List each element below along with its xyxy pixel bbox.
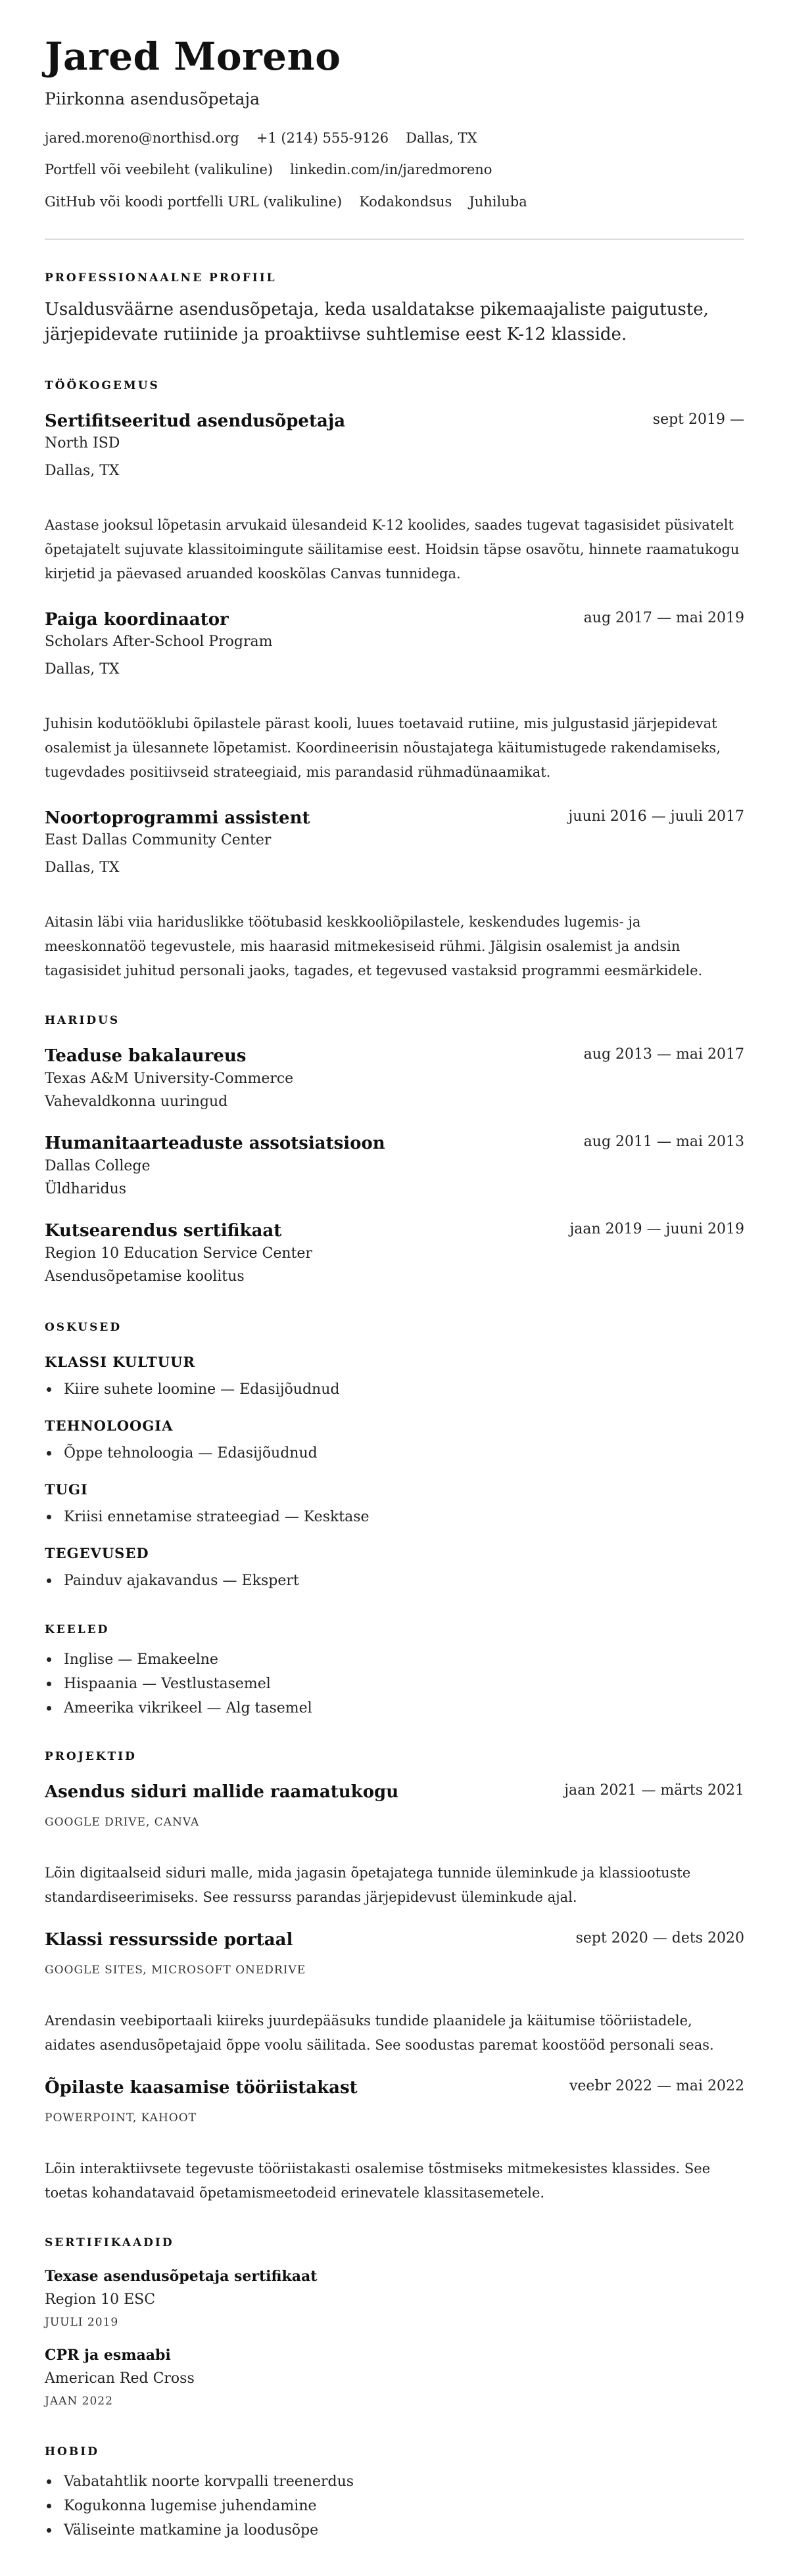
project-dates: sept 2020 — dets 2020 (575, 1930, 744, 1946)
project-tools: POWERPOINT, KAHOOT (45, 2111, 197, 2125)
skill-item: Painduv ajakavandus — Ekspert (64, 1569, 299, 1593)
experience-title: Paiga koordinaator (45, 610, 229, 630)
contact-citizenship: Kodakondsus (359, 194, 452, 210)
experience-description: Aastase jooksul lõpetasin arvukaid ülesandeid K-12 koolides, saades tugevat tagasisidet püsivatelt õpetajatelt sujuvate klassitoimingute säilitamise eest. Hoidsin täpse osavõtu, hinnete raamatukogu kirjetid ja päevased aruanded kooskõlas Canvas tunnidega. (45, 517, 740, 582)
education-field: Asendusõpetamise koolitus (45, 1268, 245, 1285)
project-dates: veebr 2022 — mai 2022 (569, 2078, 744, 2094)
certificate-title: CPR ja esmaabi (45, 2347, 171, 2364)
skill-group-title: TUGI (45, 1481, 88, 1498)
contact-github[interactable]: GitHub või koodi portfelli URL (valikuline) (45, 194, 343, 210)
certificate-date: JUULI 2019 (45, 2316, 119, 2329)
experience-location: Dallas, TX (45, 661, 120, 678)
contact-phone[interactable]: +1 (214) 555-9126 (256, 130, 389, 146)
skill-list (45, 1505, 370, 1529)
project-title: Klassi ressursside portaal (45, 1930, 293, 1950)
certificate-issuer: Region 10 ESC (45, 2291, 156, 2308)
skill-list (45, 1569, 299, 1593)
experience-org: Scholars After-School Program (45, 633, 273, 650)
hobby-item: Väliseinte matkamine ja loodusõpe (64, 2518, 354, 2542)
experience-dates: sept 2019 — (652, 411, 744, 428)
contact-email[interactable]: jared.moreno@northisd.org (45, 130, 239, 146)
contact-row-2 (45, 162, 509, 177)
skills-heading: OSKUSED (45, 1321, 122, 1334)
project-description: Lõin digitaalseid siduri malle, mida jagasin õpetajatega tunnide üleminkude ja klassiootuste standardiseerimiseks. See ressurss parandas järjepidevust üleminkude ajal. (45, 1865, 691, 1905)
education-heading: HARIDUS (45, 1014, 120, 1027)
experience-org: North ISD (45, 435, 120, 451)
profile-heading: PROFESSIONAALNE PROFIIL (45, 271, 277, 285)
skill-group-title: TEHNOLOOGIA (45, 1417, 174, 1434)
hobby-list (45, 2470, 354, 2542)
project-dates: jaan 2021 — märts 2021 (564, 1782, 744, 1799)
contact-portfolio[interactable]: Portfell või veebileht (valikuline) (45, 162, 274, 177)
language-item: Inglise — Emakeelne (64, 1647, 312, 1672)
education-title: Humanitaarteaduste assotsiatsioon (45, 1134, 385, 1153)
education-school: Texas A&M University-Commerce (45, 1070, 294, 1087)
certificate-date: JAAN 2022 (45, 2395, 113, 2408)
project-title: Õpilaste kaasamise tööriistakast (45, 2078, 358, 2098)
skill-group-title: KLASSI KULTUUR (45, 1354, 195, 1370)
education-field: Üldharidus (45, 1181, 127, 1197)
education-school: Region 10 Education Service Center (45, 1245, 312, 1262)
skill-list (45, 1441, 318, 1465)
contact-location: Dallas, TX (406, 130, 477, 146)
experience-heading: TÖÖKOGEMUS (45, 379, 160, 392)
experience-title: Sertifitseeritud asendusõpetaja (45, 411, 346, 431)
experience-location: Dallas, TX (45, 860, 120, 876)
project-title: Asendus siduri mallide raamatukogu (45, 1782, 399, 1802)
skill-item: Kriisi ennetamise strateegiad — Kesktase (64, 1505, 370, 1529)
languages-heading: KEELED (45, 1623, 110, 1636)
skill-item: Kiire suhete loomine — Edasijõudnud (64, 1377, 339, 1402)
skill-list (45, 1377, 339, 1402)
profile-summary: Usaldusväärne asendusõpetaja, keda usaldatakse pikemaajaliste paigutuste, järjepidevate rutiinide ja proaktiivse suhtlemise eest K-12 klasside. (45, 300, 709, 344)
language-item: Ameerika vikrikeel — Alg tasemel (64, 1696, 312, 1720)
contact-linkedin[interactable]: linkedin.com/in/jaredmoreno (290, 162, 492, 177)
experience-title: Noortoprogrammi assistent (45, 808, 310, 828)
education-field: Vahevaldkonna uuringud (45, 1093, 228, 1110)
certificate-issuer: American Red Cross (45, 2370, 195, 2387)
education-dates: aug 2013 — mai 2017 (583, 1046, 744, 1063)
language-item: Hispaania — Vestlustasemel (64, 1672, 312, 1696)
education-dates: aug 2011 — mai 2013 (583, 1134, 744, 1150)
education-dates: jaan 2019 — juuni 2019 (569, 1221, 744, 1237)
education-school: Dallas College (45, 1158, 151, 1174)
certificates-heading: SERTIFIKAADID (45, 2236, 174, 2249)
hobby-item: Kogukonna lugemise juhendamine (64, 2494, 354, 2518)
header-divider (45, 239, 744, 240)
hobbies-heading: HOBID (45, 2445, 99, 2458)
experience-location: Dallas, TX (45, 463, 120, 479)
projects-heading: PROJEKTID (45, 1750, 137, 1763)
contact-license: Juhiluba (469, 194, 527, 210)
skill-item: Õppe tehnoloogia — Edasijõudnud (64, 1441, 318, 1465)
experience-dates: juuni 2016 — juuli 2017 (568, 808, 744, 825)
contact-row-1 (45, 130, 494, 146)
candidate-title: Piirkonna asendusõpetaja (45, 89, 260, 108)
skill-group-title: TEGEVUSED (45, 1545, 149, 1561)
project-description: Lõin interaktiivsete tegevuste tööriistakasti osalemise tõstmiseks mitmekesistes klassides. See toetas kohandatavaid õpetamismeetodeid erinevatele klassitasemetele. (45, 2161, 711, 2201)
language-list (45, 1647, 312, 1720)
project-tools: GOOGLE DRIVE, CANVA (45, 1816, 200, 1829)
certificate-title: Texase asendusõpetaja sertifikaat (45, 2268, 318, 2285)
project-description: Arendasin veebiportaali kiireks juurdepääsuks tundide plaanidele ja käitumise tööriistadele, aidates asendusõpetajaid õppe voolu säilitada. See soodustas paremat koostööd personali seas. (45, 2013, 714, 2053)
hobby-item: Vabatahtlik noorte korvpalli treenerdus (64, 2470, 354, 2494)
experience-description: Aitasin läbi viia hariduslikke töötubasid keskkooliõpilastele, keskendudes lugemis- ja meeskonnatöö tegevustele, mis haarasid mitmekesiseid rühmi. Jälgisin osalemist ja andsin tagasisidet juhitud personali jaoks, tagades, et tegevused vastaksid programmi eesmärkidele. (45, 914, 703, 978)
contact-row-3 (45, 194, 544, 210)
education-title: Teaduse bakalaureus (45, 1046, 247, 1066)
project-tools: GOOGLE SITES, MICROSOFT ONEDRIVE (45, 1964, 306, 1977)
experience-dates: aug 2017 — mai 2019 (583, 610, 744, 626)
education-title: Kutsearendus sertifikaat (45, 1221, 282, 1241)
experience-description: Juhisin kodutööklubi õpilastele pärast kooli, luues toetavaid rutiine, mis julgustasid järjepidevat osalemist ja ülesannete lõpetamist. Koordineerisin nõustajatega käitumistugede rakendamiseks, tugevdades positiivseid strateegiaid, mis parandasid rühmadünaamikat. (45, 716, 721, 780)
experience-org: East Dallas Community Center (45, 832, 272, 848)
candidate-name: Jared Moreno (45, 34, 341, 79)
